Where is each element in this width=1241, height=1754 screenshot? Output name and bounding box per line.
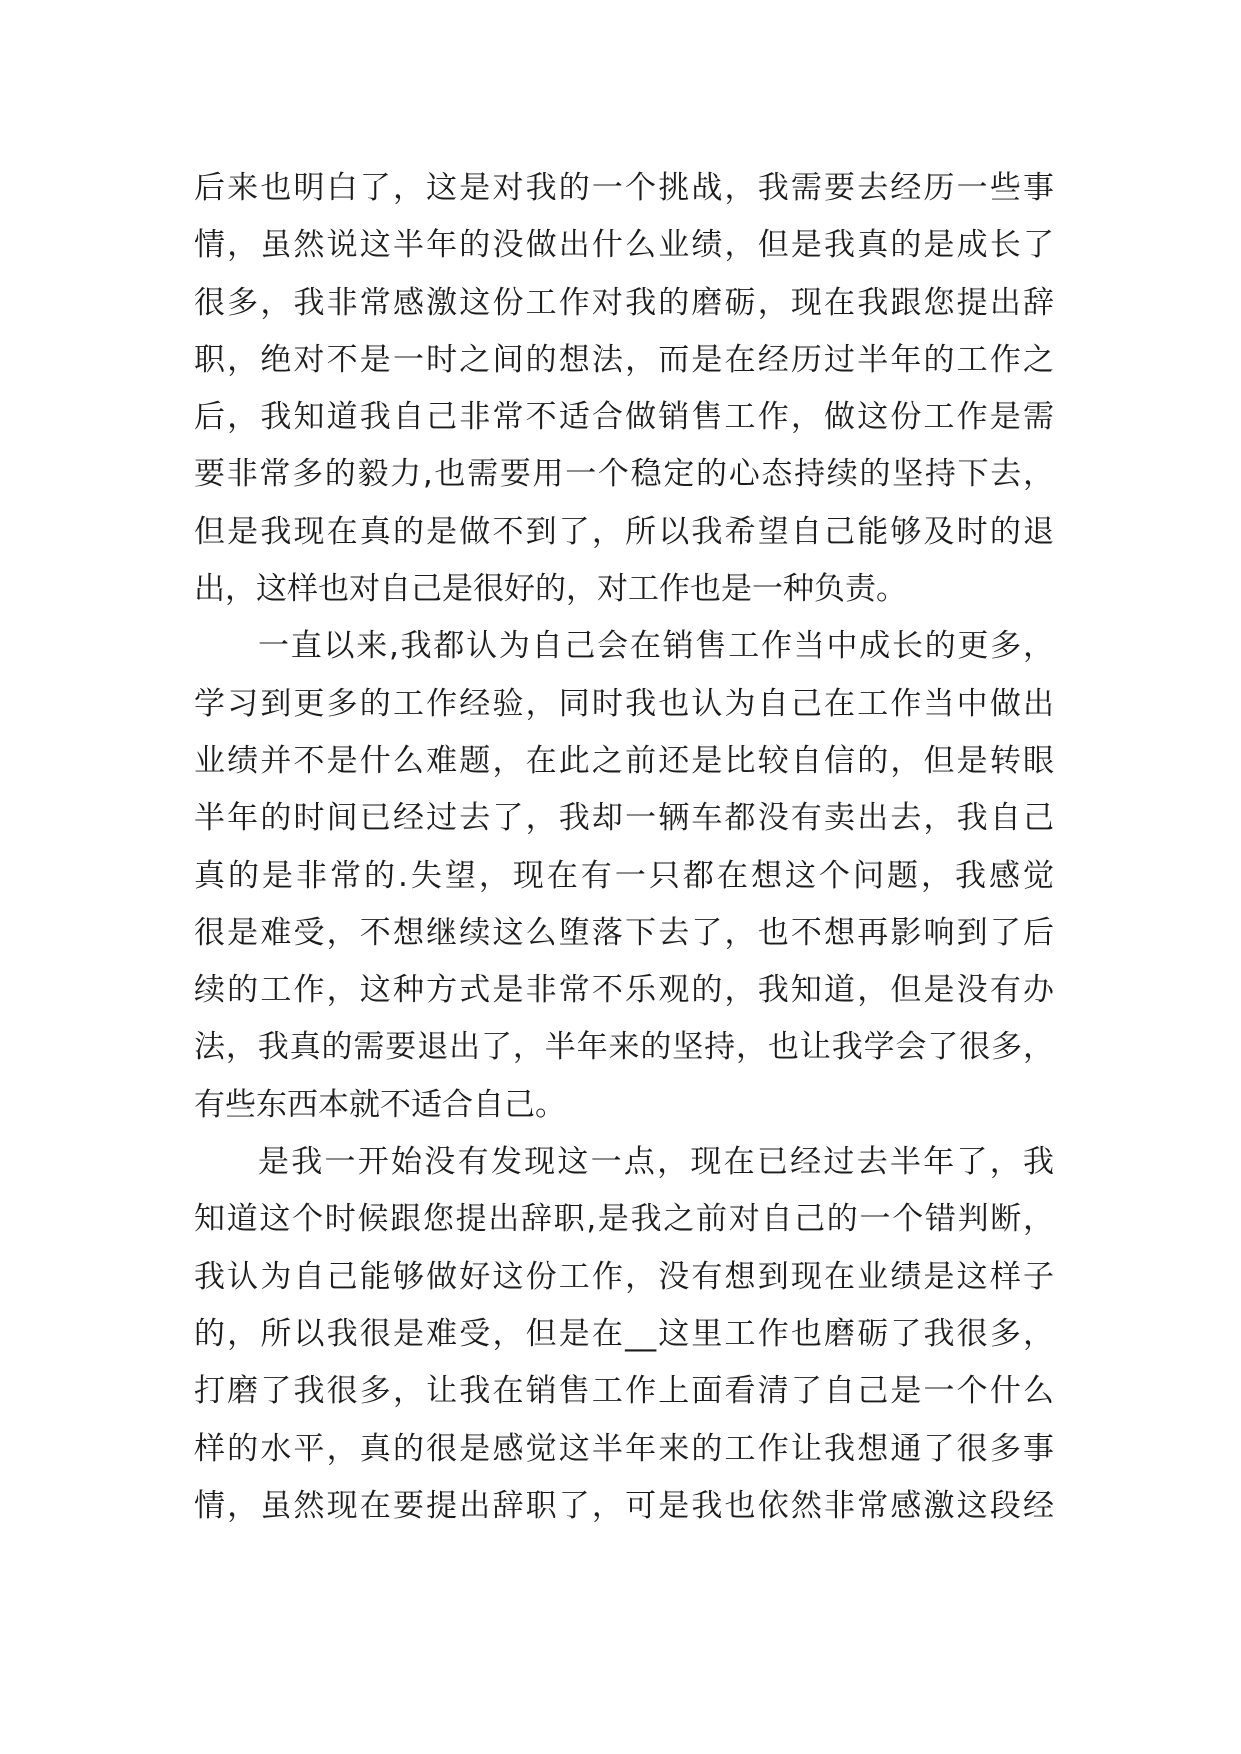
text-line: 真的是非常的.失望，现在有一只都在想这个问题，我感觉: [194, 857, 1054, 894]
text-line: 情，虽然现在要提出辞职了，可是我也依然非常感激这段经: [194, 1487, 1054, 1524]
text-line: 续的工作，这种方式是非常不乐观的，我知道，但是没有办: [194, 972, 1054, 1009]
text-line: 后，我知道我自己非常不适合做销售工作，做这份工作是需: [194, 399, 1054, 436]
text-line: 要非常多的毅力,也需要用一个稳定的心态持续的坚持下去，: [194, 456, 1054, 493]
text-line: 我认为自己能够做好这份工作，没有想到现在业绩是这样子: [194, 1258, 1054, 1295]
text-line: 的，所以我很是难受，但是在__这里工作也磨砺了我很多，: [194, 1315, 1054, 1352]
text-line: 半年的时间已经过去了，我却一辆车都没有卖出去，我自己: [194, 800, 1054, 837]
text-line: 业绩并不是什么难题，在此之前还是比较自信的，但是转眼: [194, 742, 1054, 779]
text-line: 出，这样也对自己是很好的，对工作也是一种负责。: [194, 571, 907, 608]
text-line: 打磨了我很多，让我在销售工作上面看清了自己是一个什么: [194, 1373, 1054, 1410]
text-line: 很多，我非常感激这份工作对我的磨砺，现在我跟您提出辞: [194, 284, 1054, 321]
text-line: 情，虽然说这半年的没做出什么业绩，但是我真的是成长了: [194, 227, 1054, 264]
text-line: 样的水平，真的很是感觉这半年来的工作让我想通了很多事: [194, 1430, 1054, 1467]
text-line: 学习到更多的工作经验，同时我也认为自己在工作当中做出: [194, 685, 1054, 722]
text-line: 后来也明白了，这是对我的一个挑战，我需要去经历一些事: [194, 170, 1054, 206]
text-line: 是我一开始没有发现这一点，现在已经过去半年了，我: [258, 1144, 1054, 1181]
text-line: 很是难受，不想继续这么堕落下去了，也不想再影响到了后: [194, 914, 1054, 951]
text-line: 法，我真的需要退出了，半年来的坚持，也让我学会了很多，: [194, 1029, 1054, 1066]
text-line: 一直以来,我都认为自己会在销售工作当中成长的更多，: [258, 628, 1054, 665]
paragraph-2: [194, 618, 1054, 1134]
text-line: 知道这个时候跟您提出辞职,是我之前对自己的一个错判断，: [194, 1201, 1054, 1238]
text-line: 但是我现在真的是做不到了，所以我希望自己能够及时的退: [194, 513, 1054, 550]
text-line: 有些东西本就不适合自己。: [194, 1086, 566, 1123]
paragraph-3: [194, 1134, 1054, 1535]
paragraph-1: [194, 160, 1054, 618]
document-body: [194, 160, 1054, 1535]
text-line: 职，绝对不是一时之间的想法，而是在经历过半年的工作之: [194, 341, 1054, 378]
